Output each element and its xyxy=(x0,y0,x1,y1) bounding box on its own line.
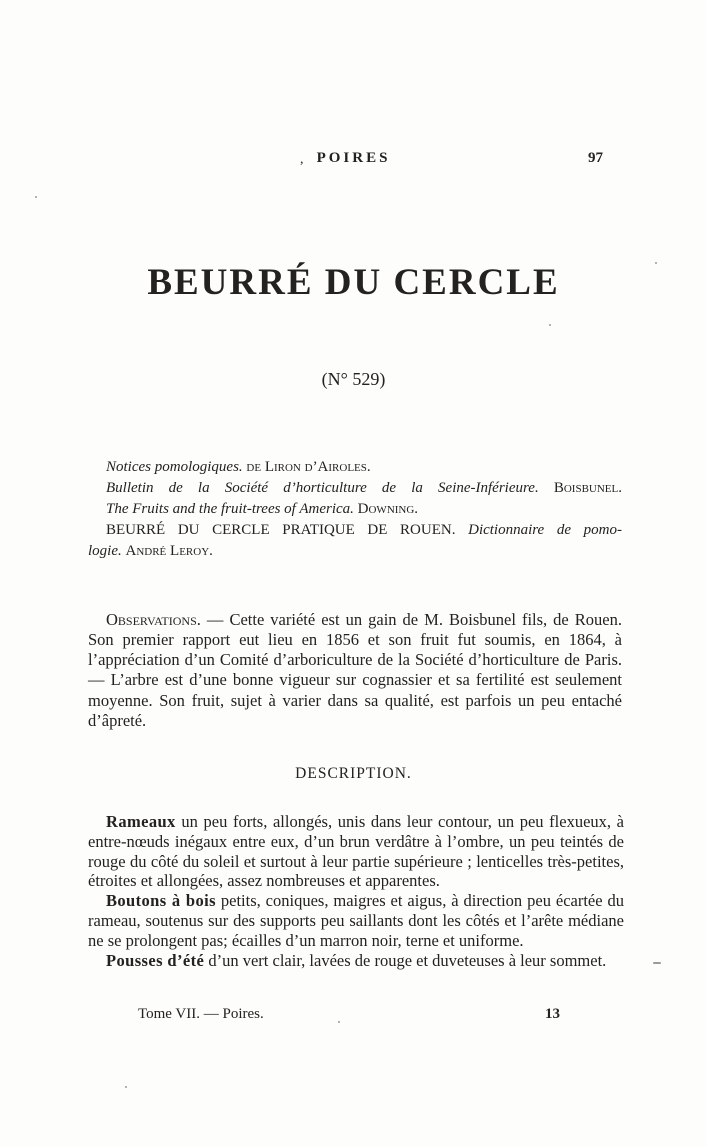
page-number: 97 xyxy=(588,150,603,166)
variety-title: BEURRÉ DU CERCLE xyxy=(147,262,560,303)
header-mark: , xyxy=(300,152,304,167)
bib-title: logie. xyxy=(88,543,126,559)
paragraph-text: petits, coniques, maigres et aigus, à direction peu écartée du rameau, soutenus sur des supports peu saillants dont les côtés et l’arête médiane ne se prolongent pas; écailles d’un marron noir, terne et uniforme. xyxy=(88,891,625,950)
description-paragraph-rameaux xyxy=(88,812,624,891)
description-section xyxy=(88,812,624,970)
bib-author: de Liron d’Airoles. xyxy=(246,459,371,475)
paragraph-text: un peu forts, allongés, unis dans leur contour, un peu flexueux, à entre-nœuds inégaux entre eux, d’un brun verdâtre à l’ombre, un peu teintés de rouge du côté du soleil et surtout à leur partie supérieure ; lenticelles très-petites, étroites et allongées, assez nombreuses et apparentes. xyxy=(88,812,624,891)
bib-author: Downing. xyxy=(357,501,419,517)
bibliography-entry xyxy=(88,457,622,478)
description-heading: DESCRIPTION. xyxy=(295,765,412,782)
scan-artifact xyxy=(35,196,37,198)
scan-artifact xyxy=(125,1086,127,1088)
variety-number: (N° 529) xyxy=(321,369,386,389)
description-paragraph-boutons xyxy=(88,891,624,950)
paragraph-text: d’un vert clair, lavées de rouge et duveteuses à leur sommet. xyxy=(204,950,607,970)
observations-label: Observations. xyxy=(106,609,201,629)
bibliography xyxy=(88,457,622,562)
paragraph-lead: Pousses d’été xyxy=(106,950,205,970)
bib-title: Notices pomologiques. xyxy=(106,459,247,475)
scan-artifact xyxy=(653,962,661,964)
bibliography-entry xyxy=(88,478,622,499)
scan-artifact xyxy=(549,324,551,326)
signature-number: 13 xyxy=(545,1006,560,1022)
page-footer xyxy=(0,1006,707,1026)
observations-text: — Cette variété est un gain de M. Boisbunel fils, de Rouen. Son premier rapport eut lieu en 1856 et son fruit fut soumis, en 1864, à l’appréciation d’un Comité d’arboriculture de la Société d’horticulture de Paris. — L’arbre est d’une bonne vigueur sur cognassier et sa fertilité est seulement moyenne. Son fruit, sujet à varier dans sa qualité, est parfois un peu entaché d’âpreté. xyxy=(88,609,622,730)
running-title: POIRES xyxy=(316,150,391,166)
running-header xyxy=(0,150,707,172)
bib-author: Boisbunel. xyxy=(553,480,622,496)
bib-variety-name: BEURRÉ DU CERCLE PRATIQUE DE ROUEN. xyxy=(106,522,469,538)
bib-author: André Leroy. xyxy=(125,543,213,559)
bib-title: Bulletin de la Société d’horticulture de la Seine-Inférieure. xyxy=(106,480,554,496)
bibliography-entry xyxy=(88,499,622,520)
tome-label: Tome VII. — Poires. xyxy=(138,1006,264,1022)
scan-artifact xyxy=(655,262,657,264)
bib-title: Dictionnaire de pomo- xyxy=(468,522,622,538)
bibliography-entry xyxy=(88,541,622,562)
bib-title: The Fruits and the fruit-trees of America. xyxy=(106,501,358,517)
paragraph-lead: Boutons à bois xyxy=(106,891,216,911)
observations-paragraph xyxy=(88,610,622,732)
bibliography-entry xyxy=(88,520,622,541)
description-paragraph-pousses xyxy=(88,951,624,971)
paragraph-lead: Rameaux xyxy=(106,812,176,831)
scan-artifact xyxy=(338,1021,340,1023)
